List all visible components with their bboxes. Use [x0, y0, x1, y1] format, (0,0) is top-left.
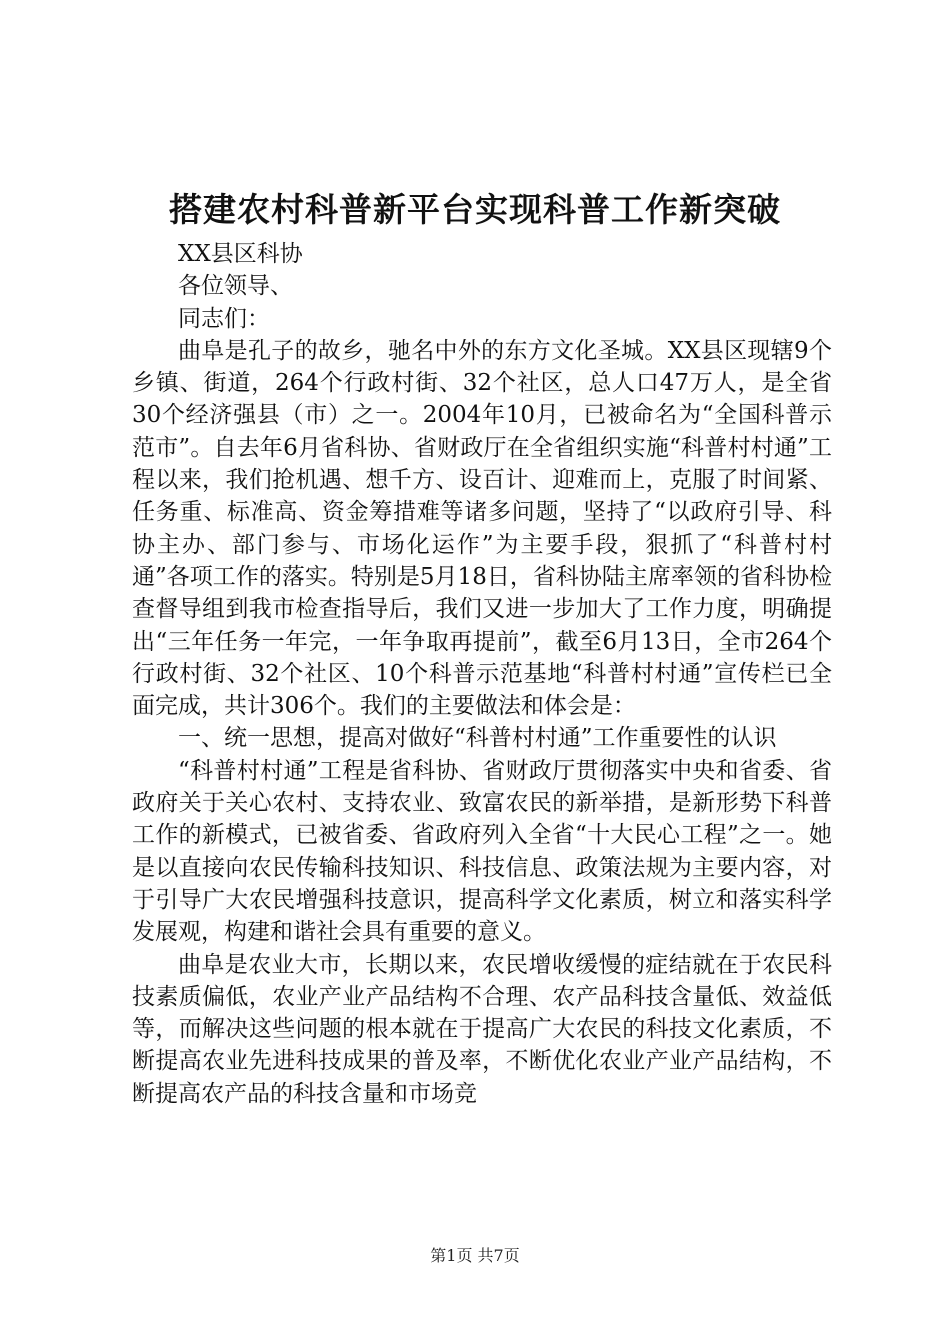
section-heading-1: 一、统一思想，提高对做好“科普村村通”工作重要性的认识	[178, 725, 777, 752]
paragraph-section-1-a: “科普村村通”工程是省科协、省财政厅贯彻落实中央和省委、省政府关于关心农村、支持农业、致富农民的新举措，是新形势下科普工作的新模式，已被省委、省政府列入全省“十大民心工程”之一。她是以直接向农民传输科技知识、科技信息、政策法规为主要内容，对于引导广大农民增强科技意识，提高科学文化素质，树立和落实科学发展观，构建和谐社会具有重要的意义。	[132, 757, 832, 946]
author-org: XX县区科协	[178, 241, 303, 267]
document-body	[132, 238, 832, 1110]
page-number-footer: 第1页 共7页	[430, 1246, 520, 1265]
salutation-line-1: 各位领导、	[178, 273, 293, 300]
salutation-line-2: 同志们：	[178, 305, 270, 332]
paragraph-intro: 曲阜是孔子的故乡，驰名中外的东方文化圣城。XX县区现辖9个乡镇、街道，264个行政村街、32个社区，总人口47万人，是全省30个经济强县（市）之一。2004年10月，已被命名为“全国科普示范市”。自去年6月省科协、省财政厅在全省组织实施“科普村村通”工程以来，我们抢机遇、想千方、设百计、迎难而上，克服了时间紧、任务重、标准高、资金筹措难等诸多问题，坚持了“以政府引导、科协主办、部门参与、市场化运作”为主要手段，狠抓了“科普村村通”各项工作的落实。特别是5月18日，省科协陆主席率领的省科协检查督导组到我市检查指导后，我们又进一步加大了工作力度，明确提出“三年任务一年完，一年争取再提前”，截至6月13日，全市264个行政村街、32个社区、10个科普示范基地“科普村村通”宣传栏已全面完成，共计306个。我们的主要做法和体会是：	[132, 337, 832, 720]
paragraph-section-1-b: 曲阜是农业大市，长期以来，农民增收缓慢的症结就在于农民科技素质偏低，农业产业产品结构不合理、农产品科技含量低、效益低等，而解决这些问题的根本就在于提高广大农民的科技文化素质，不断提高农业先进科技成果的普及率，不断优化农业产业产品结构，不断提高农产品的科技含量和市场竞	[132, 951, 832, 1107]
page-title: 搭建农村科普新平台实现科普工作新突破	[169, 190, 781, 229]
